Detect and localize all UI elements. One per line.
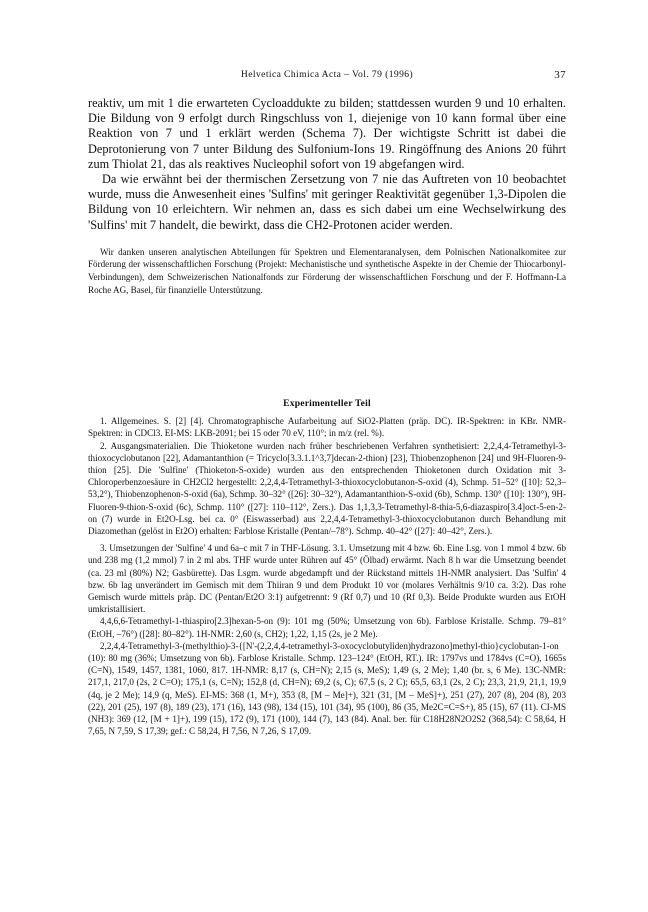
journal-title: Helvetica Chimica Acta – Vol. 79 (1996) <box>240 69 414 80</box>
page-number: 37 <box>554 69 566 81</box>
experimental-section <box>88 415 566 737</box>
body-paragraph-1: reaktiv, um mit 1 die erwarteten Cycloaddukte zu bilden; stattdessen wurden 9 und 10 erhalten. Die Bildung von 9 erfolgt durch Ringschluss von 1, diejenige von 10 kann formal über eine Reaktion von 7 und 1 erklärt werden (Schema 7). Der wichtigste Schritt ist dabei die Deprotonierung von 7 unter Bildung des Sulfonium-Ions 19. Ringöffnung des Anions 20 führt zum Thiolat 21, das als reaktives Nucleophil sofort von 19 abgefangen wird. <box>88 96 566 171</box>
exp-paragraph-umsetzungen: 3. Umsetzungen der 'Sulfine' 4 und 6a–c mit 7 in THF-Lösung. 3.1. Umsetzung mit 4 bzw. 6b. Eine Lsg. von 1 mmol 4 bzw. 6b und 238 mg (1,2 mmol) 7 in 2 ml abs. THF wurde unter Rühren auf 45° (Ölbad) erwärmt. Nach 8 h war die Umsetzung beendet (ca. 23 ml (80%) N2; Gasbürette). Das Lsgm. wurde abgedampft und der Rückstand mittels 1H-NMR analysiert. Das 'Sulfin' 4 bzw. 6b lag unverändert im Gemisch mit dem Thiiran 9 und dem Produkt 10 vor (molares Verhältnis 9/10 ca. 3:2). Das rohe Gemisch wurde mittels präp. DC (Pentan/Et2O 3:1) aufgetrennt: 9 (Rf 0,7) und 10 (Rf 0,3). Beide Produkte wurden aus EtOH umkristallisiert. <box>88 543 566 615</box>
exp-paragraph-compound-9: 4,4,6,6-Tetramethyl-1-thiaspiro[2.3]hexan-5-on (9): 101 mg (50%; Umsetzung von 6b). Farblose Kristalle. Schmp. 79–81° (EtOH, –76°) ([28]: 80–82°). 1H-NMR: 2,60 (s, CH2); 1,22, 1,15 (2s, je 2 Me). <box>88 616 566 639</box>
body-paragraph-2: Da wie erwähnt bei der thermischen Zersetzung von 7 nie das Auftreten von 10 beobachtet wurde, muss die Anwesenheit eines 'Sulfins' mit geringer Reaktivität gegenüber 1,3-Dipolen die Bildung von 10 erleichtern. Wir nehmen an, dass es sich dabei um eine Wechselwirkung des 'Sulfins' mit 7 handelt, die bewirkt, dass die CH2-Protonen acider werden. <box>88 172 566 232</box>
acknowledgement: Wir danken unseren analytischen Abteilungen für Spektren und Elementaranalysen, dem Polnischen Nationalkomitee zur Förderung der wissenschaftlichen Forschung (Projekt: Mechanistische und synthetische Aspekte in der Chemie der Thiocarbonyl-Verbindungen), dem Schweizerischen Nationalfonds zur Förderung der wissenschaftlichen Forschung und der F. Hoffmann-La Roche AG, Basel, für finanzielle Unterstützung. <box>88 246 566 295</box>
running-header <box>88 64 566 82</box>
page <box>88 64 566 737</box>
section-title: Experimenteller Teil <box>283 398 371 410</box>
exp-paragraph-ausgangsmaterialien: 2. Ausgangsmaterialien. Die Thioketone wurden nach früher beschriebenen Verfahren synthetisiert: 2,2,4,4-Tetramethyl-3-thioxocyclobutanon [22], Adamantanthion (= Tricyclo[3.3.1.1^3,7]decan-2-thion) [23], Thiobenzophenon [24] und 9H-Fluoren-9-thion [25]. Die 'Sulfine' (Thioketon-S-oxide) wurden aus den entsprechenden Thioketonen durch Oxidation mit 3-Chloroperbenzoesäure in CH2Cl2 hergestellt: 2,2,4,4-Tetramethyl-3-thioxocyclobutanon-S-oxid (4), Schmp. 51–52° ([10]: 52,3–53,2°), Thiobenzophenon-S-oxid (6a), Schmp. 30–32° ([26]: 30–32°), Adamantanthion-S-oxid (6b), Schmp. 130° ([10]: 130°), 9H-Fluoren-9-thion-S-oxid (6c), Schmp. 110° ([27]: 110–112°, Zers.). Das 1,1,3,3-Tetramethyl-8-thia-5,6-diazaspiro[3.4]oct-5-en-2-on (7) wurde in Et2O-Lsg. bei ca. 0° (Eiswasserbad) aus 2,2,4,4-Tetramethyl-3-thioxocyclobutanon durch Behandlung mit Diazomethan (gelöst in Et2O) erhalten: Farblose Kristalle (Pentan/–78°). Schmp. 40–42° ([27]: 40–42°, Zers.). <box>88 440 566 537</box>
exp-paragraph-allgemeines: 1. Allgemeines. S. [2] [4]. Chromatographische Aufarbeitung auf SiO2-Platten (präp. DC). IR-Spektren: in KBr. NMR-Spektren: in CDCl3. EI-MS: LKB-2091; bei 15 oder 70 eV, 110°; in m/z (rel. %). <box>88 416 566 439</box>
exp-paragraph-compound-10: 2,2,4,4-Tetramethyl-3-(methylthio)-3-{[N'-(2,2,4,4-tetramethyl-3-oxocyclobutyliden)hydrazono]methyl-thio}cyclobutan-1-on (10): 80 mg (36%; Umsetzung von 6b). Farblose Kristalle. Schmp. 123–124° (EtOH, RT.). IR: 1797vs und 1784vs (C=O), 1665s (C=N), 1549, 1457, 1381, 1060, 817. 1H-NMR: 8,17 (s, CH=N); 2,15 (s, MeS); 1,49 (s, 2 Me); 1,40 (br. s, 6 Me). 13C-NMR: 217,1, 217,0 (2s, 2 C=O); 175,1 (s, C=N); 152,8 (d, CH=N); 69,2 (s, C); 67,5 (s, 2 C); 65,5, 63,1 (2s, 2 C); 23,3, 21,9, 21,1, 19,9 (4q, je 2 Me); 14,9 (q, MeS). EI-MS: 368 (1, M+), 353 (8, [M – Me]+), 321 (31, [M – MeS]+), 251 (27), 207 (8), 204 (8), 203 (22), 201 (25), 197 (8), 189 (23), 171 (16), 143 (98), 134 (15), 101 (34), 95 (100), 86 (35, Me2C=C=S+), 85 (15), 67 (11). CI-MS (NH3): 369 (12, [M + 1]+), 199 (15), 172 (9), 171 (100), 144 (7), 143 (84). Anal. ber. für C18H28N2O2S2 (368,54): C 58,64, H 7,65, N 7,59, S 17,39; gef.: C 58,24, H 7,56, N 7,26, S 17,09. <box>88 640 566 737</box>
main-text <box>88 96 566 233</box>
